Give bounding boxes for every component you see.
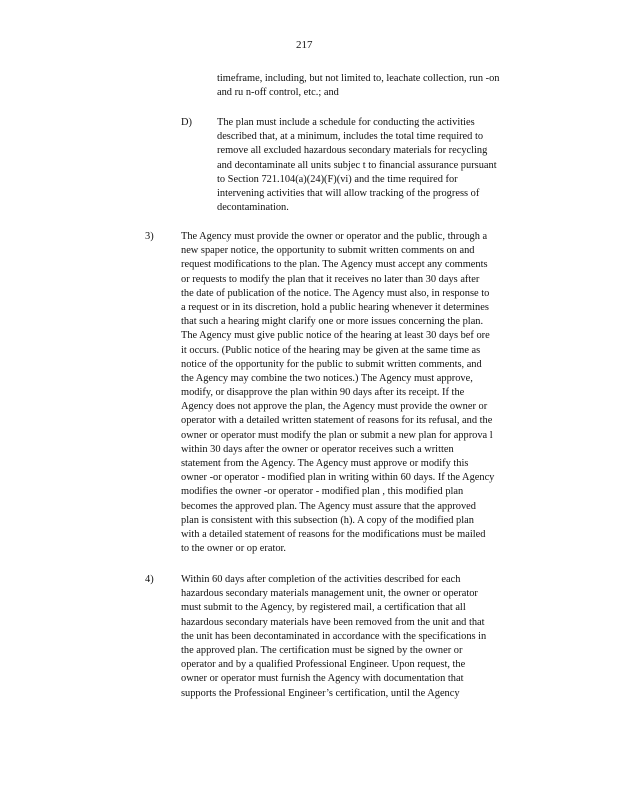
text-line: modifies the owner -or operator - modified plan , this modified plan (181, 486, 464, 498)
text-line: or requests to modify the plan that it receives no later than 30 days after (181, 273, 480, 285)
text-line: Agency does not approve the plan, the Agency must provide the owner or (181, 401, 488, 413)
item-4-label: 4) (145, 574, 154, 585)
text-line: a request or in its discretion, hold a public hearing whenever it determines (181, 301, 489, 313)
item-3-label: 3) (145, 231, 154, 242)
text-line: supports the Professional Engineer’s certification, until the Agency (181, 687, 460, 699)
text-line: request modifications to the plan. The Agency must accept any comments (181, 259, 488, 271)
text-line: it occurs. (Public notice of the hearing may be given at the same time as (181, 344, 481, 356)
text-line: hazardous secondary materials have been removed from the unit and that (181, 616, 485, 628)
text-line: to the owner or op erator. (181, 543, 287, 555)
item-d-label: D) (181, 117, 192, 128)
text-line: The Agency must provide the owner or operator and the public, through a (181, 231, 488, 242)
item-4-paragraph (181, 573, 486, 701)
text-line: modify, or disapprove the plan within 90 days after its receipt. If the (181, 387, 465, 399)
text-line: The Agency must give public notice of the hearing at least 30 days bef ore (181, 330, 490, 342)
item-d-paragraph (217, 116, 497, 215)
text-line: owner -or operator - modified plan in writing within 60 days. If the Agency (181, 472, 495, 484)
text-line: with a detailed statement of reasons for the modifications must be mailed (181, 528, 486, 540)
text-line: the Agency may combine the two notices.) The Agency must approve, (181, 372, 473, 384)
text-line: that such a hearing might clarify one or more issues concerning the plan. (181, 316, 484, 328)
text-line: remove all excluded hazardous secondary materials for recycling (217, 145, 488, 157)
text-line: timeframe, including, but not limited to, leachate collection, run -on (217, 73, 500, 84)
text-line: and decontaminate all units subjec t to financial assurance pursuant (217, 159, 497, 171)
text-line: notice of the opportunity for the public to submit written comments, and (181, 358, 482, 370)
text-line: owner or operator must modify the plan or submit a new plan for approva l (181, 429, 493, 441)
text-line: the approved plan. The certification must be signed by the owner or (181, 644, 463, 656)
text-line: to Section 721.104(a)(24)(F)(vi) and the time required for (217, 173, 458, 185)
continuation-paragraph (217, 72, 500, 100)
text-line: new spaper notice, the opportunity to submit written comments on and (181, 245, 475, 257)
text-line: within 30 days after the owner or operator receives such a written (181, 443, 454, 455)
text-line: The plan must include a schedule for conducting the activities (217, 117, 475, 128)
text-line: Within 60 days after completion of the activities described for each (181, 574, 461, 585)
text-line: and ru n-off control, etc.; and (217, 87, 339, 99)
text-line: the unit has been decontaminated in accordance with the specifications in (181, 630, 487, 642)
text-line: becomes the approved plan. The Agency must assure that the approved (181, 500, 476, 512)
page-number: 217 (296, 39, 313, 51)
text-line: described that, at a minimum, includes the total time required to (217, 131, 484, 143)
text-line: owner or operator must furnish the Agency with documentation that (181, 673, 464, 685)
text-line: must submit to the Agency, by registered mail, a certification that all (181, 602, 466, 614)
text-line: intervening activities that will allow tracking of the progress of (217, 187, 480, 199)
item-3-paragraph (181, 230, 494, 556)
text-line: the date of publication of the notice. The Agency must also, in response to (181, 287, 490, 299)
text-line: operator and by a qualified Professional Engineer. Upon request, the (181, 659, 466, 671)
text-line: plan is consistent with this subsection (h). A copy of the modified plan (181, 514, 474, 526)
text-line: decontamination. (217, 202, 289, 214)
text-line: hazardous secondary materials management unit, the owner or operator (181, 588, 478, 600)
text-line: operator with a detailed written statement of reasons for its refusal, and the (181, 415, 493, 427)
text-line: statement from the Agency. The Agency must approve or modify this (181, 458, 469, 469)
